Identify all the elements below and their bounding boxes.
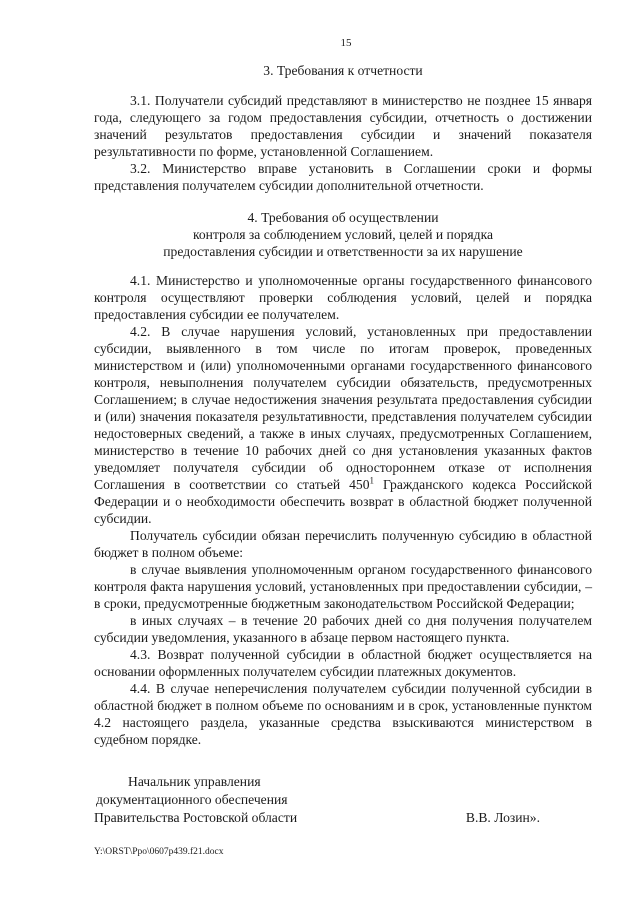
- paragraph-4-2: [94, 323, 592, 527]
- signature-line-2: документационного обеспечения: [96, 792, 288, 807]
- section-4-title: [94, 209, 592, 260]
- signature-block: [94, 773, 592, 827]
- section-4-title-line-2: контроля за соблюдением условий, целей и порядка: [192, 227, 494, 242]
- article-superscript: 1: [369, 475, 375, 486]
- page-number: 15: [340, 37, 352, 49]
- paragraph-3-2: 3.2. Министерство вправе установить в Соглашении сроки и формы представления получателем субсидии дополнительной отчетности.: [94, 161, 592, 193]
- paragraph-4-2-case-other: в иных случаях – в течение 20 рабочих дней со дня получения получателем субсидии уведомления, указанного в абзаце первом настоящего пункта.: [94, 613, 592, 645]
- paragraph-4-3: 4.3. Возврат полученной субсидии в областной бюджет осуществляется на основании оформленных получателем субсидии платежных документов.: [94, 647, 592, 679]
- paragraph-4-2-case-control: в случае выявления уполномоченным органом государственного финансового контроля факта нарушения условий, установленных при предоставлении субсидии, – в сроки, предусмотренные бюджетным законодательством Российской Федерации;: [94, 562, 592, 611]
- section-4-title-line-1: 4. Требования об осуществлении: [247, 210, 439, 225]
- file-path-footer: Y:\ORST\Ppo\0607p439.f21.docx: [94, 847, 224, 857]
- paragraph-3-1: 3.1. Получатели субсидий представляют в министерство не позднее 15 января года, следующего за годом предоставления субсидии, отчетность о достижении значений результатов предоставления субсидии и значений показателя результативности по форме, установленной Соглашением.: [94, 93, 592, 159]
- paragraph-4-2-text-b: Гражданского кодекса Российской Федерации и о необходимости обеспечить возврат в областной бюджет полученной субсидии.: [94, 477, 592, 526]
- paragraph-4-1: 4.1. Министерство и уполномоченные органы государственного финансового контроля осуществляют проверки соблюдения условий, целей и порядка предоставления субсидии ее получателем.: [94, 273, 592, 322]
- signature-line-1: Начальник управления: [128, 774, 261, 789]
- paragraph-4-4: 4.4. В случае неперечисления получателем субсидии полученной субсидии в областной бюджет в полном объеме по основаниям и в срок, установленные пунктом 4.2 настоящего раздела, указанные средства взыскиваются министерством в судебном порядке.: [94, 681, 592, 747]
- signatory-name: В.В. Лозин».: [465, 810, 540, 825]
- section-4-title-line-3: предоставления субсидии и ответственности за их нарушение: [163, 244, 523, 259]
- paragraph-4-2-obligation: Получатель субсидии обязан перечислить полученную субсидию в областной бюджет в полном объеме:: [94, 528, 592, 560]
- section-3-title: 3. Требования к отчетности: [263, 63, 423, 78]
- signature-line-3: Правительства Ростовской области: [94, 810, 298, 825]
- paragraph-4-2-text-a: 4.2. В случае нарушения условий, установленных при предоставлении субсидии, выявленного в том числе по итогам проверок, проведенных министерством и (или) уполномоченными органами государственного финансового контроля, невыполнения получателем субсидии обязательств, предусмотренных Соглашением; в случае недостижения значения результата предоставления субсидии и (или) значения показателя результативности, представления получателем субсидии недостоверных сведений, а также в иных случаях, предусмотренных Соглашением, министерство в течение 10 рабочих дней со дня установления указанных фактов уведомляет получателя субсидии об одностороннем отказе от исполнения Соглашения в соответствии со статьей 450: [94, 324, 592, 492]
